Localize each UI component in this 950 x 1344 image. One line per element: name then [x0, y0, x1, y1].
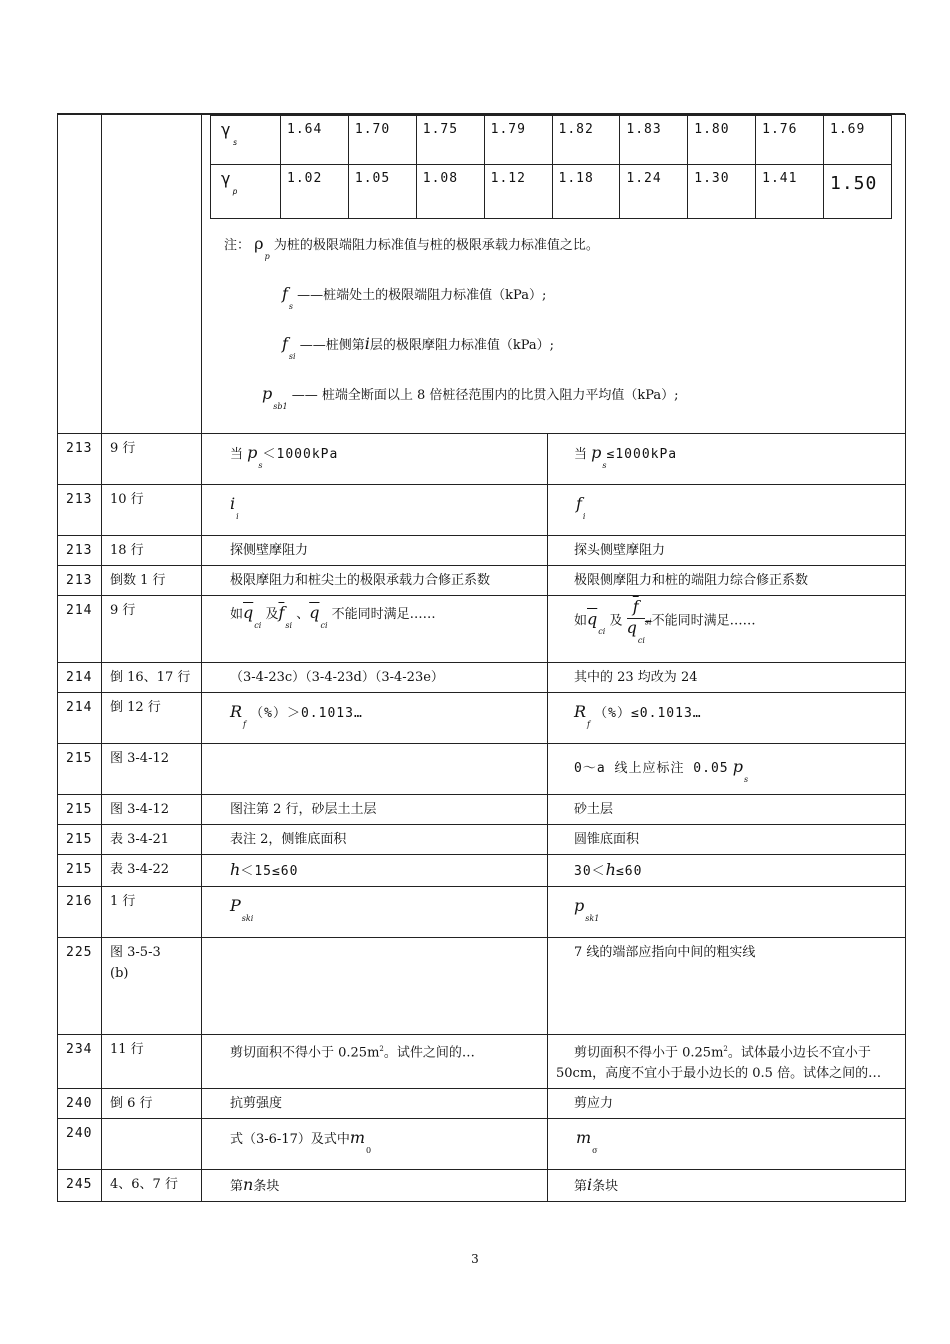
- coef-row-gamma-s: [211, 116, 892, 165]
- coef-cell: 1.70: [348, 116, 416, 165]
- table-row: [58, 1089, 906, 1119]
- cell-right: $m_\sigma$: [548, 1119, 906, 1170]
- table-row: [58, 596, 906, 663]
- coef-cell: 1.30: [688, 165, 756, 219]
- cell-line: 倒 6 行: [102, 1089, 202, 1119]
- cell-wrong: 探侧壁摩阻力: [202, 536, 548, 566]
- cell-line: [102, 115, 202, 434]
- cell-right: 当 $p_s\le 1000kPa$: [548, 434, 906, 485]
- note-fsi: $f_{si}$ ——桩侧第i层的极限摩阻力标准值（kPa）;: [282, 334, 555, 361]
- cell-page: 216: [58, 887, 102, 938]
- table-row: [58, 566, 906, 596]
- table-row: [58, 1170, 906, 1202]
- table-row: [58, 663, 906, 693]
- coef-cell: 1.08: [416, 165, 484, 219]
- cell-right: 第i条块: [548, 1170, 906, 1202]
- coef-cell: 1.69: [824, 116, 892, 165]
- cell-right: 30＜h≤60: [548, 855, 906, 887]
- table-row: [58, 887, 906, 938]
- cell-wrong: [202, 938, 548, 1035]
- table-row: [58, 693, 906, 744]
- cell-wrong: 极限摩阻力和桩尖土的极限承载力合修正系数: [202, 566, 548, 596]
- cell-page: 240: [58, 1119, 102, 1170]
- cell-right: 剪应力: [548, 1089, 906, 1119]
- cell-right: 圆锥底面积: [548, 825, 906, 855]
- table-row: [58, 485, 906, 536]
- gamma-s-label: $\gamma_s$: [211, 116, 281, 165]
- coef-cell: 1.50: [824, 165, 892, 219]
- cell-line: 表 3-4-22: [102, 855, 202, 887]
- coef-cell: 1.80: [688, 116, 756, 165]
- cell-line: 1 行: [102, 887, 202, 938]
- table-row: [58, 1035, 906, 1089]
- page-number: 3: [471, 1252, 479, 1266]
- cell-line: 9 行: [102, 434, 202, 485]
- table-row: [58, 855, 906, 887]
- cell-right: 砂土层: [548, 795, 906, 825]
- cell-wrong: [202, 744, 548, 795]
- cell-wrong: $R_f$ （%）＞0.1013…: [202, 693, 548, 744]
- cell-page: 213: [58, 485, 102, 536]
- cell-wrong: $P_{ski}$: [202, 887, 548, 938]
- coef-cell: 1.24: [620, 165, 688, 219]
- cell-line: [102, 1119, 202, 1170]
- cell-line: 10 行: [102, 485, 202, 536]
- note-fs: $f_s$ ——桩端处土的极限端阻力标准值（kPa）;: [282, 284, 547, 311]
- cell-page: 214: [58, 693, 102, 744]
- table-row: [58, 825, 906, 855]
- cell-page: 215: [58, 825, 102, 855]
- cell-right: $f_i$: [548, 485, 906, 536]
- coef-cell: 1.76: [756, 116, 824, 165]
- table-row-continuation: [58, 115, 906, 434]
- table-row: [58, 1119, 906, 1170]
- table-row: [58, 938, 906, 1035]
- cell-line: 图 3-5-3 (b): [102, 938, 202, 1035]
- coef-cell: 1.83: [620, 116, 688, 165]
- cell-right: 0～a 线上应标注 0.05 $p_s$: [548, 744, 906, 795]
- cell-wrong: 抗剪强度: [202, 1089, 548, 1119]
- cell-page: 225: [58, 938, 102, 1035]
- coef-cell: 1.64: [281, 116, 349, 165]
- coefficient-table: [210, 115, 892, 219]
- cell-right: 探头侧壁摩阻力: [548, 536, 906, 566]
- cell-page: 214: [58, 663, 102, 693]
- coef-cell: 1.79: [484, 116, 552, 165]
- cell-wrong: 表注 2，侧锥底面积: [202, 825, 548, 855]
- coef-cell: 1.02: [281, 165, 349, 219]
- cell-page: 234: [58, 1035, 102, 1089]
- cell-wrong: $i_i$: [202, 485, 548, 536]
- cell-wrong: 式（3-6-17）及式中$m_0$: [202, 1119, 548, 1170]
- cell-page: 213: [58, 566, 102, 596]
- notes-block: [210, 219, 905, 433]
- cell-wrong: 如$\overline{q}_{ci}$ 及$\overline{f}_{si}$ 、$\overline{q}_{ci}$ 不能同时满足……: [202, 596, 548, 663]
- cell-right: 极限侧摩阻力和桩的端阻力综合修正系数: [548, 566, 906, 596]
- cell-line: 4、6、7 行: [102, 1170, 202, 1202]
- cell-line: 倒 16、17 行: [102, 663, 202, 693]
- cell-wrong: 图注第 2 行，砂层土土层: [202, 795, 548, 825]
- table-row: [58, 434, 906, 485]
- note-rho: 注： $\rho_p$ 为桩的极限端阻力标准值与桩的极限承载力标准值之比。: [224, 234, 599, 261]
- table-row: [58, 536, 906, 566]
- cell-wrong: 第n条块: [202, 1170, 548, 1202]
- cell-page: 240: [58, 1089, 102, 1119]
- coef-cell: 1.75: [416, 116, 484, 165]
- fraction-f-over-q: $\frac{\overline{f}}{q_{ci}}$: [626, 597, 645, 645]
- cell-page: 213: [58, 536, 102, 566]
- note-psb: $p_{sb1}$ —— 桩端全断面以上 8 倍桩径范围内的比贯入阻力平均值（kPa）;: [262, 384, 679, 411]
- coef-cell: 1.18: [552, 165, 620, 219]
- cell-right: 其中的 23 均改为 24: [548, 663, 906, 693]
- cell-wrong: 剪切面积不得小于 $0.25m^2$。试件之间的…: [202, 1035, 548, 1089]
- errata-table: [57, 114, 906, 1202]
- cell-wrong: h＜15≤60: [202, 855, 548, 887]
- cell-line: 表 3-4-21: [102, 825, 202, 855]
- cell-right: 如$\overline{q}_{ci}$ 及 $\frac{\overline{f}}{q_{ci}}$ si不能同时满足……: [548, 596, 906, 663]
- coef-cell: 1.05: [348, 165, 416, 219]
- cell-right: 剪切面积不得小于 $0.25m^2$。试体最小边长不宜小于 50cm，高度不宜小于最小边长的 0.5 倍。试体之间的…: [548, 1035, 906, 1089]
- cell-page: 213: [58, 434, 102, 485]
- cell-page: 214: [58, 596, 102, 663]
- gamma-p-label: $\gamma_p$: [211, 165, 281, 219]
- cell-page: [58, 115, 102, 434]
- cell-page: 215: [58, 855, 102, 887]
- cell-line: 18 行: [102, 536, 202, 566]
- coef-cell: 1.12: [484, 165, 552, 219]
- coef-cell: 1.82: [552, 116, 620, 165]
- cell-line: 11 行: [102, 1035, 202, 1089]
- cell-right: 7 线的端部应指向中间的粗实线: [548, 938, 906, 1035]
- cell-page: 215: [58, 744, 102, 795]
- coef-cell: 1.41: [756, 165, 824, 219]
- cell-wrong: 当 $p_s<1000kPa$: [202, 434, 548, 485]
- cell-page: 215: [58, 795, 102, 825]
- cell-line: 图 3-4-12: [102, 795, 202, 825]
- cell-line: 倒数 1 行: [102, 566, 202, 596]
- cell-page: 245: [58, 1170, 102, 1202]
- cell-right: $p_{sk1}$: [548, 887, 906, 938]
- cell-line: 图 3-4-12: [102, 744, 202, 795]
- cell-right: $R_f$ （%）≤0.1013…: [548, 693, 906, 744]
- cell-line: 倒 12 行: [102, 693, 202, 744]
- cell-coef-notes: [202, 115, 906, 434]
- table-row: [58, 744, 906, 795]
- table-row: [58, 795, 906, 825]
- cell-wrong: （3-4-23c）（3-4-23d）（3-4-23e）: [202, 663, 548, 693]
- cell-line: 9 行: [102, 596, 202, 663]
- coef-row-gamma-p: [211, 165, 892, 219]
